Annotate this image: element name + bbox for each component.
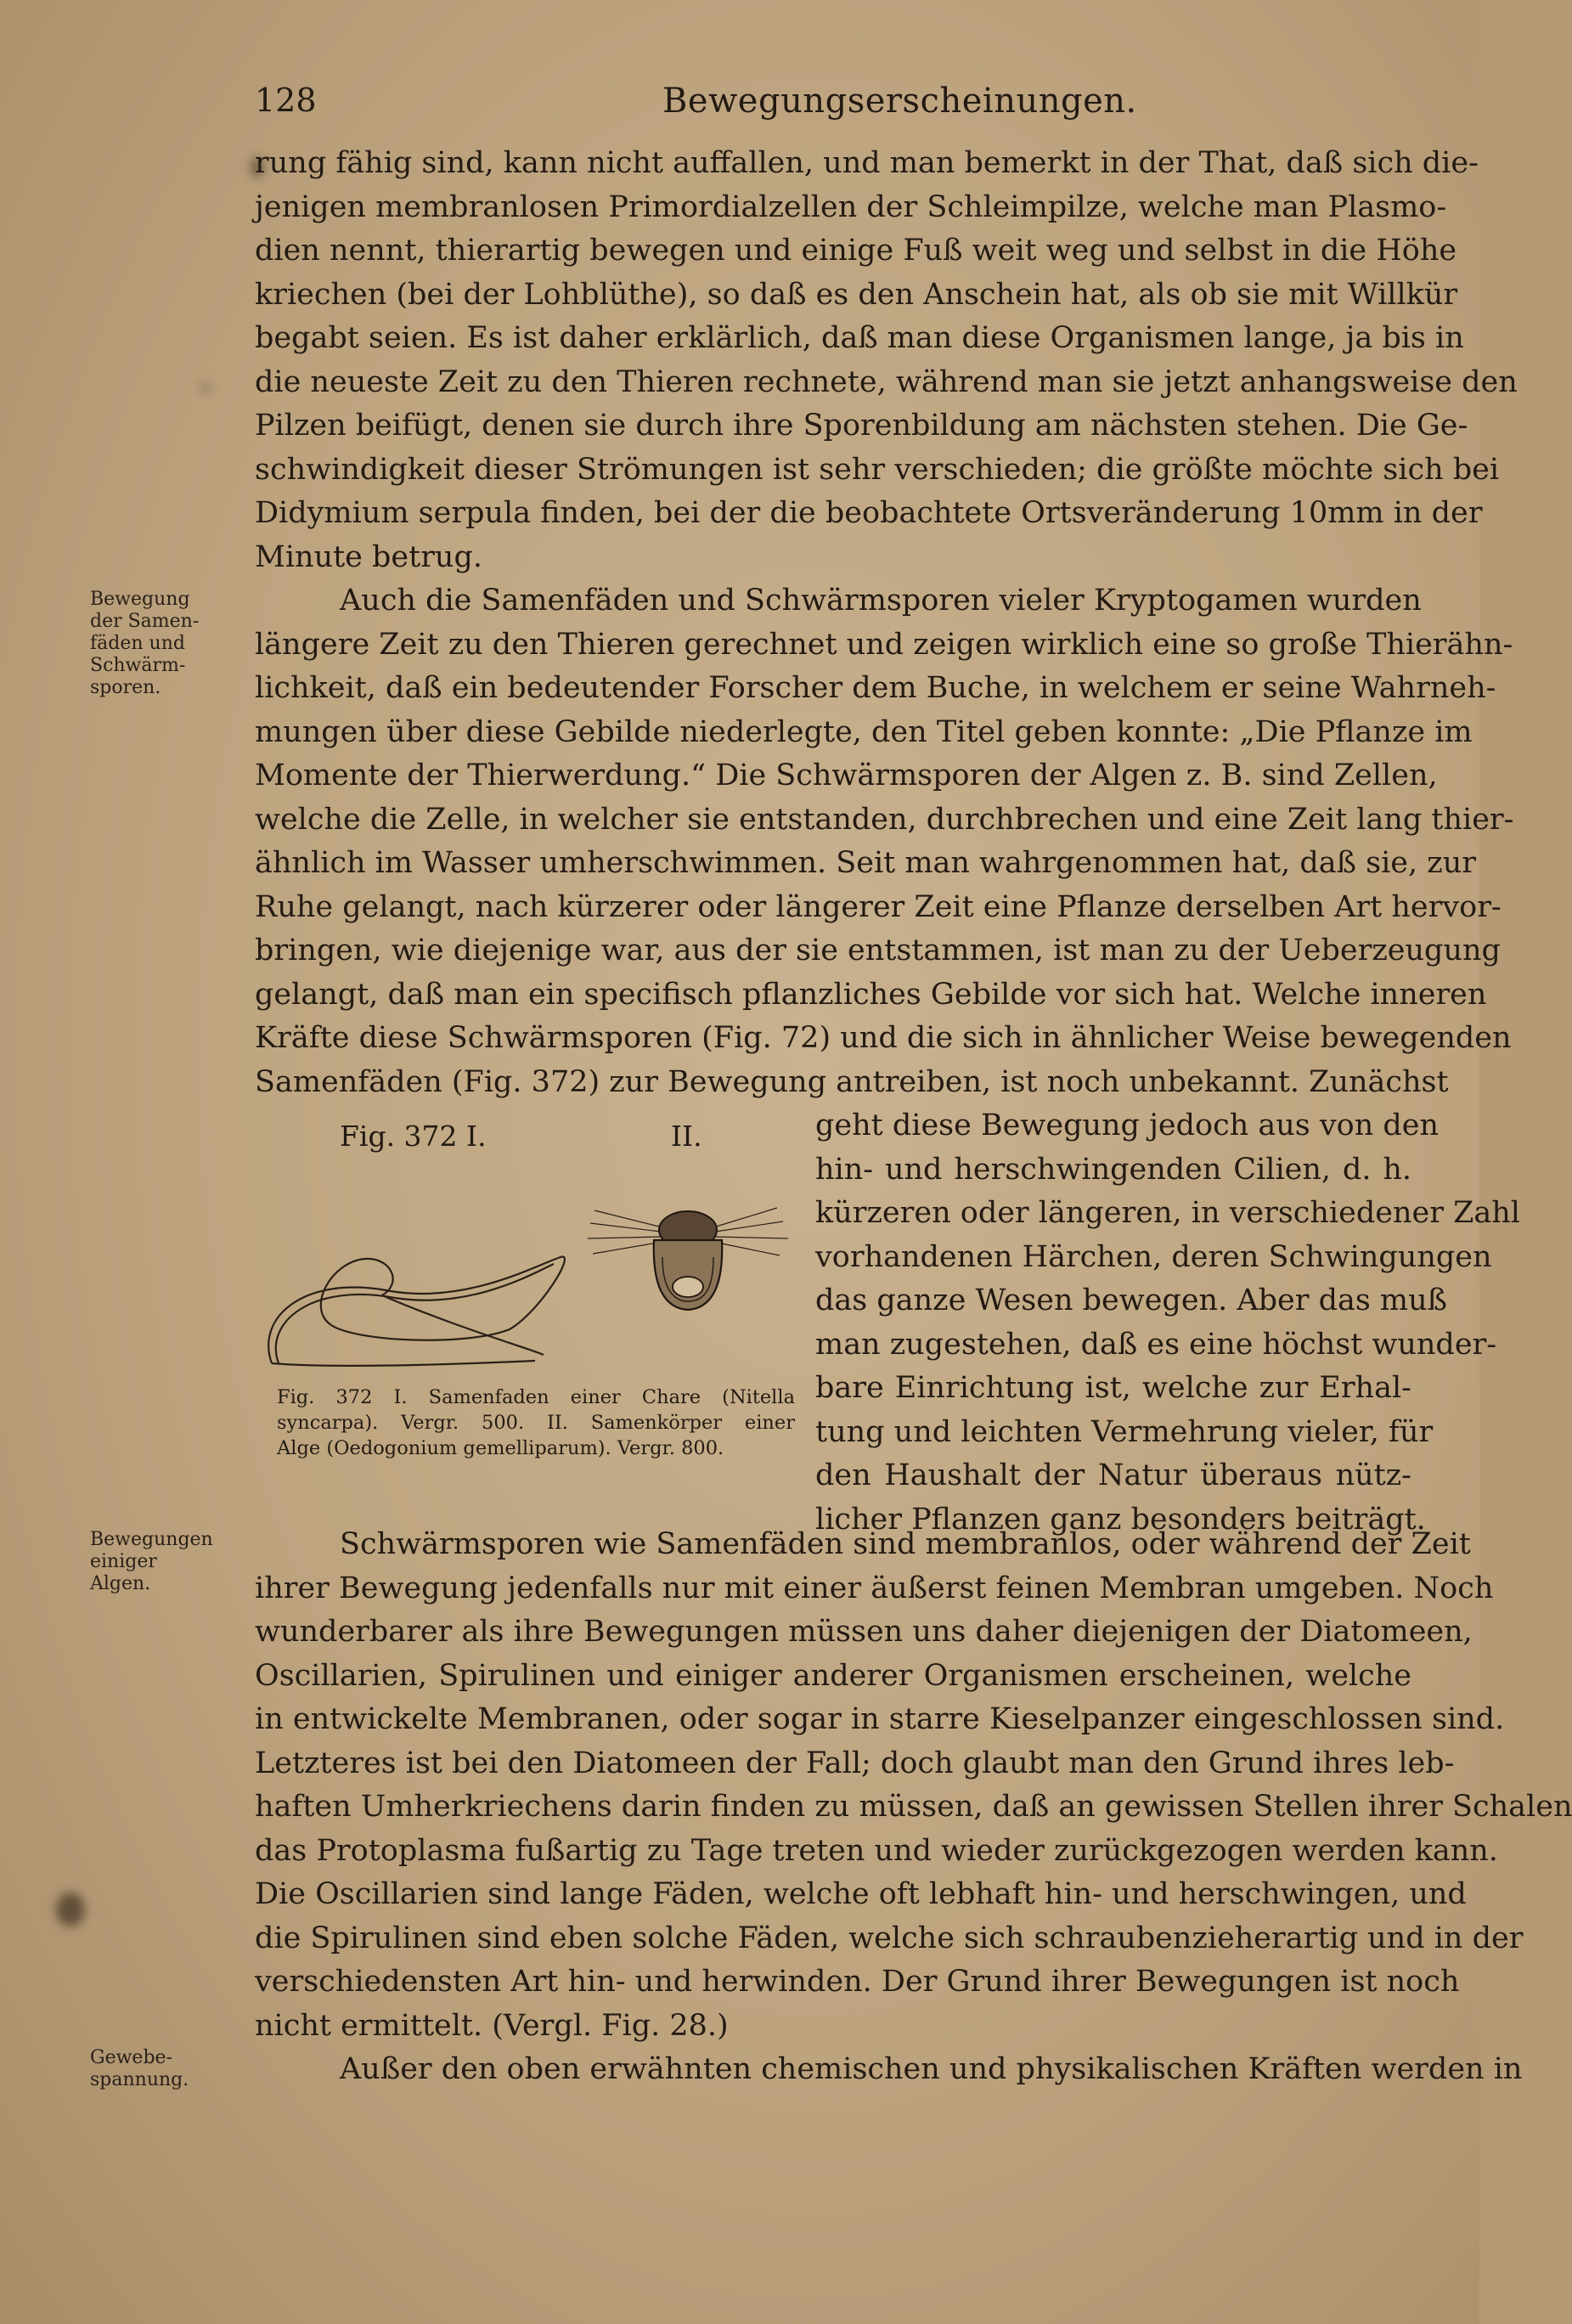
margin-note-gewebespannung: Gewebe- spannung. (90, 2047, 189, 2090)
margin-note-algen: Bewegungen einiger Algen. (90, 1529, 213, 1594)
spiral-thread-2 (276, 1264, 554, 1363)
margin-note-samenfaeden: Bewegung der Samen- fäden und Schwärm- sporen. (90, 589, 200, 698)
samenkoerper-drawing (588, 1208, 788, 1310)
cilium (588, 1237, 661, 1238)
cilium (715, 1221, 783, 1232)
paragraph-3: Schwärmsporen wie Samenfäden sind membranlos, oder während der Zeit ihrer Bewegung jedenfalls nur mit einer äußerst feinen Membran umgeben. Noch wunderbarer als ihre Bewegungen müssen uns daher diejenigen der Diatomeen, Oscillarien, Spirulinen und einiger anderer Organismen erscheinen, welche in entwickelte Membranen, oder sogar in starre Kieselpanzer eingeschlossen sind. Letzteres ist bei den Diatomeen der Fall; doch glaubt man den Grund ihres leb- haften Umherkriechens darin finden zu müssen, daß an gewissen Stellen ihrer Schalen das Protoplasma fußartig zu Tage treten und wieder zurückgezogen werden kann. Die Oscillarien sind lange Fäden, welche oft lebhaft hin- und herschwingen, und die Spirulinen sind eben solche Fäden, welche sich schraubenzieherartig und in der verschiedensten Art hin- und herwinden. Der Grund ihrer Bewegungen ist noch nicht ermittelt. (Vergl. Fig. 28.) (255, 1527, 1572, 2043)
page-header (255, 82, 1410, 133)
body-nucleus (673, 1277, 703, 1297)
spiral-loop (321, 1259, 393, 1325)
figure-372 (255, 1096, 807, 1469)
paragraph-2: Auch die Samenfäden und Schwärmsporen vieler Kryptogamen wurden längere Zeit zu den Thieren gerechnet und zeigen wirklich eine so große Thierähn- lichkeit, daß ein bedeutender Forscher dem Buche, in welchem er seine Wahrneh- mungen über diese Gebilde niederlegte, den Titel geben konnte: „Die Pflanze im Momente der Thierwerdung.“ Die Schwärmsporen der Algen z. B. sind Zellen, welche die Zelle, in welcher sie entstanden, durchbrechen und eine Zeit lang thier- ähnlich im Wasser umherschwimmen. Seit man wahrgenommen hat, daß sie, zur Ruhe gelangt, nach kürzerer oder längerer Zeit eine Pflanze derselben Art hervor- bringen, wie diejenige war, aus der sie entstammen, ist man zu der Ueberzeugung gelangt, daß man ein specifisch pflanzliches Gebilde vor sich hat. Welche inneren Kräfte diese Schwärmsporen (Fig. 72) und die sich in ähnlicher Weise bewegenden Samenfäden (Fig. 372) zur Bewegung antreiben, ist noch unbekannt. Zunächst (255, 584, 1514, 1099)
figure-label-ii: II. (671, 1120, 702, 1153)
page-number: 128 (255, 82, 317, 119)
cilium (593, 1242, 662, 1254)
paragraph-4: Außer den oben erwähnten chemischen und physikalischen Kräften werden in (340, 2052, 1523, 2086)
samenfaden-drawing (268, 1257, 565, 1366)
figure-caption: Fig. 372 I. Samenfaden einer Chare (Nitella syncarpa). Vergr. 500. II. Samenkörper einer Alge (Oedogonium gemelliparum). Vergr. 800. (277, 1386, 795, 1459)
cilium (713, 1208, 777, 1227)
spiral-base (272, 1361, 535, 1366)
spiral-tail (382, 1295, 544, 1355)
ink-blot (202, 384, 209, 391)
ink-blot (56, 1892, 85, 1926)
cilium (713, 1242, 780, 1255)
cilium (715, 1237, 788, 1238)
figure-label-i: Fig. 372 I. (340, 1120, 487, 1153)
paragraph-1: rung fähig sind, kann nicht auffallen, und man bemerkt in der That, daß sich die- jenigen membranlosen Primordialzellen der Schleimpilze, welche man Plasmo- dien nennt, thierartig bewegen und einige Fuß weit weg und selbst in die Höhe kriechen (bei der Lohblüthe), so daß es den Anschein hat, als ob sie mit Willkür begabt seien. Es ist daher erklärlich, daß man diese Organismen lange, ja bis in die neueste Zeit zu den Thieren rechnete, während man sie jetzt anhangsweise den Pilzen beifügt, denen sie durch ihre Sporenbildung am nächsten stehen. Die Ge- schwindigkeit dieser Strömungen ist sehr verschieden; die größte möchte sich bei Didymium serpula finden, bei der die beobachtete Ortsveränderung 10mm in der Minute betrug. (255, 146, 1518, 574)
running-title: Bewegungserscheinungen. (662, 82, 1137, 121)
paragraph-2-right-column: geht diese Bewegung jedoch aus von den hin- und herschwingenden Cilien, d. h. kürzeren oder längeren, in verschiedener Zahl vorhandenen Härchen, deren Schwingungen das ganze Wesen bewegen. Aber das muß man zugestehen, daß es eine höchst wunder- bare Einrichtung ist, welche zur Erhal- tung und leichten Vermehrung vieler, für den Haushalt der Natur überaus nütz- licher Pflanzen ganz besonders beiträgt. (815, 1108, 1520, 1537)
figure-illustration (255, 1164, 807, 1376)
